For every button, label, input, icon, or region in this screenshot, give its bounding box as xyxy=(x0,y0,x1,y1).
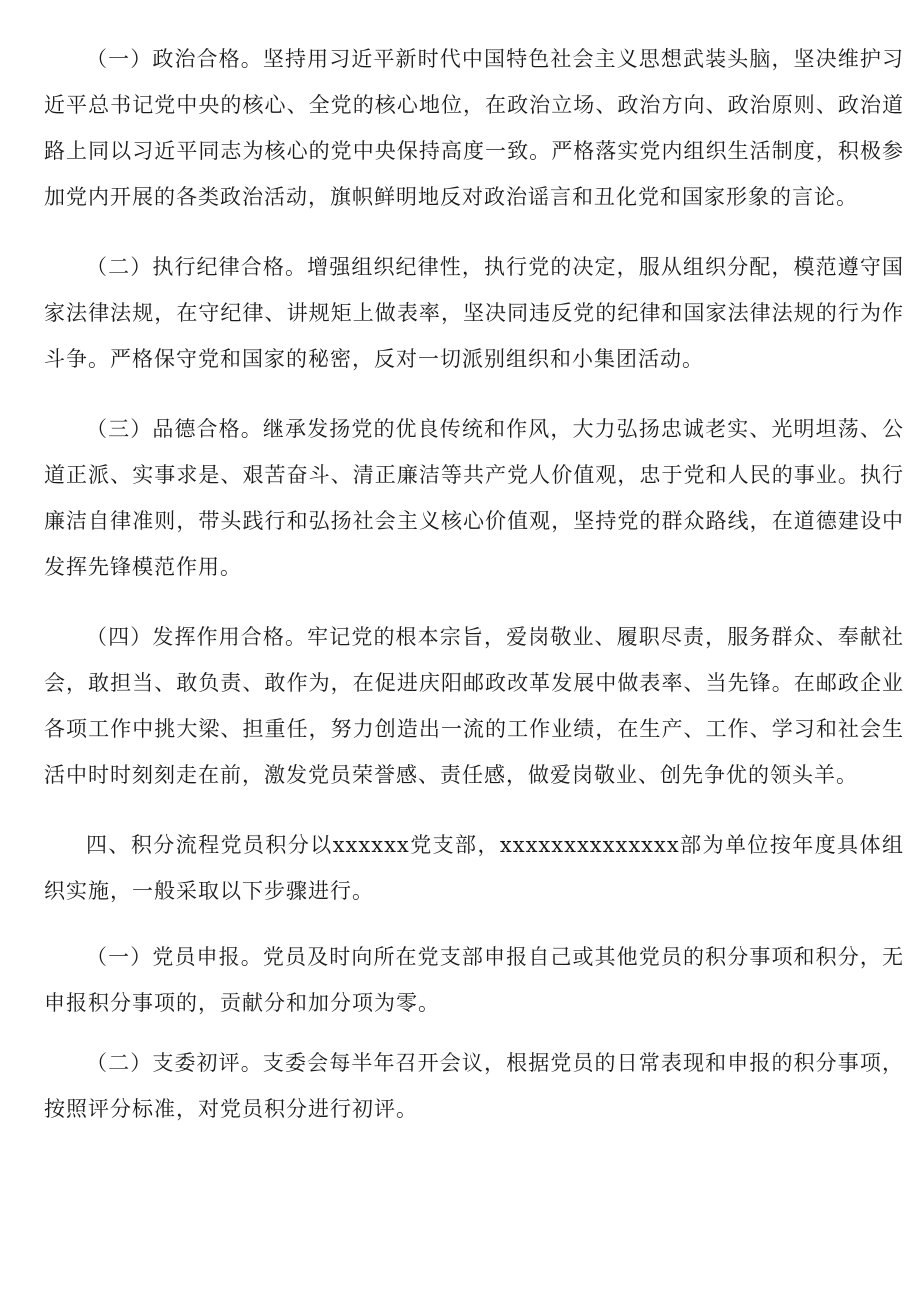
paragraph-scoring-process: 四、积分流程党员积分以xxxxxx党支部，xxxxxxxxxxxxxx部为单位按年度具体组织实施，一般采取以下步骤进行。 xyxy=(44,833,904,903)
paragraph-member-declaration: （一）党员申报。党员及时向所在党支部申报自己或其他党员的积分事项和积分，无申报积分事项的，贡献分和加分项为零。 xyxy=(44,945,904,1015)
document-page xyxy=(44,36,904,1132)
paragraph-role-qualified: （四）发挥作用合格。牢记党的根本宗旨，爱岗敬业、履职尽责，服务群众、奉献社会，敢担当、敢负责、敢作为，在促进庆阳邮政改革发展中做表率、当先锋。在邮政企业各项工作中挑大梁、担重任，努力创造出一流的工作业绩，在生产、工作、学习和社会生活中时时刻刻走在前，激发党员荣誉感、责任感，做爱岗敬业、创先争优的领头羊。 xyxy=(44,625,904,787)
paragraph-discipline-qualified: （二）执行纪律合格。增强组织纪律性，执行党的决定，服从组织分配，模范遵守国家法律法规，在守纪律、讲规矩上做表率，坚决同违反党的纪律和国家法律法规的行为作斗争。严格保守党和国家的秘密，反对一切派别组织和小集团活动。 xyxy=(44,255,904,371)
paragraph-committee-initial-review: （二）支委初评。支委会每半年召开会议，根据党员的日常表现和申报的积分事项，按照评分标准，对党员积分进行初评。 xyxy=(44,1051,904,1121)
paragraph-morality-qualified: （三）品德合格。继承发扬党的优良传统和作风，大力弘扬忠诚老实、光明坦荡、公道正派、实事求是、艰苦奋斗、清正廉洁等共产党人价值观，忠于党和人民的事业。执行廉洁自律准则，带头践行和弘扬社会主义核心价值观，坚持党的群众路线，在道德建设中发挥先锋模范作用。 xyxy=(44,417,904,579)
paragraph-political-qualified: （一）政治合格。坚持用习近平新时代中国特色社会主义思想武装头脑，坚决维护习近平总书记党中央的核心、全党的核心地位，在政治立场、政治方向、政治原则、政治道路上同以习近平同志为核心的党中央保持高度一致。严格落实党内组织生活制度，积极参加党内开展的各类政治活动，旗帜鲜明地反对政治谣言和丑化党和国家形象的言论。 xyxy=(44,47,904,209)
